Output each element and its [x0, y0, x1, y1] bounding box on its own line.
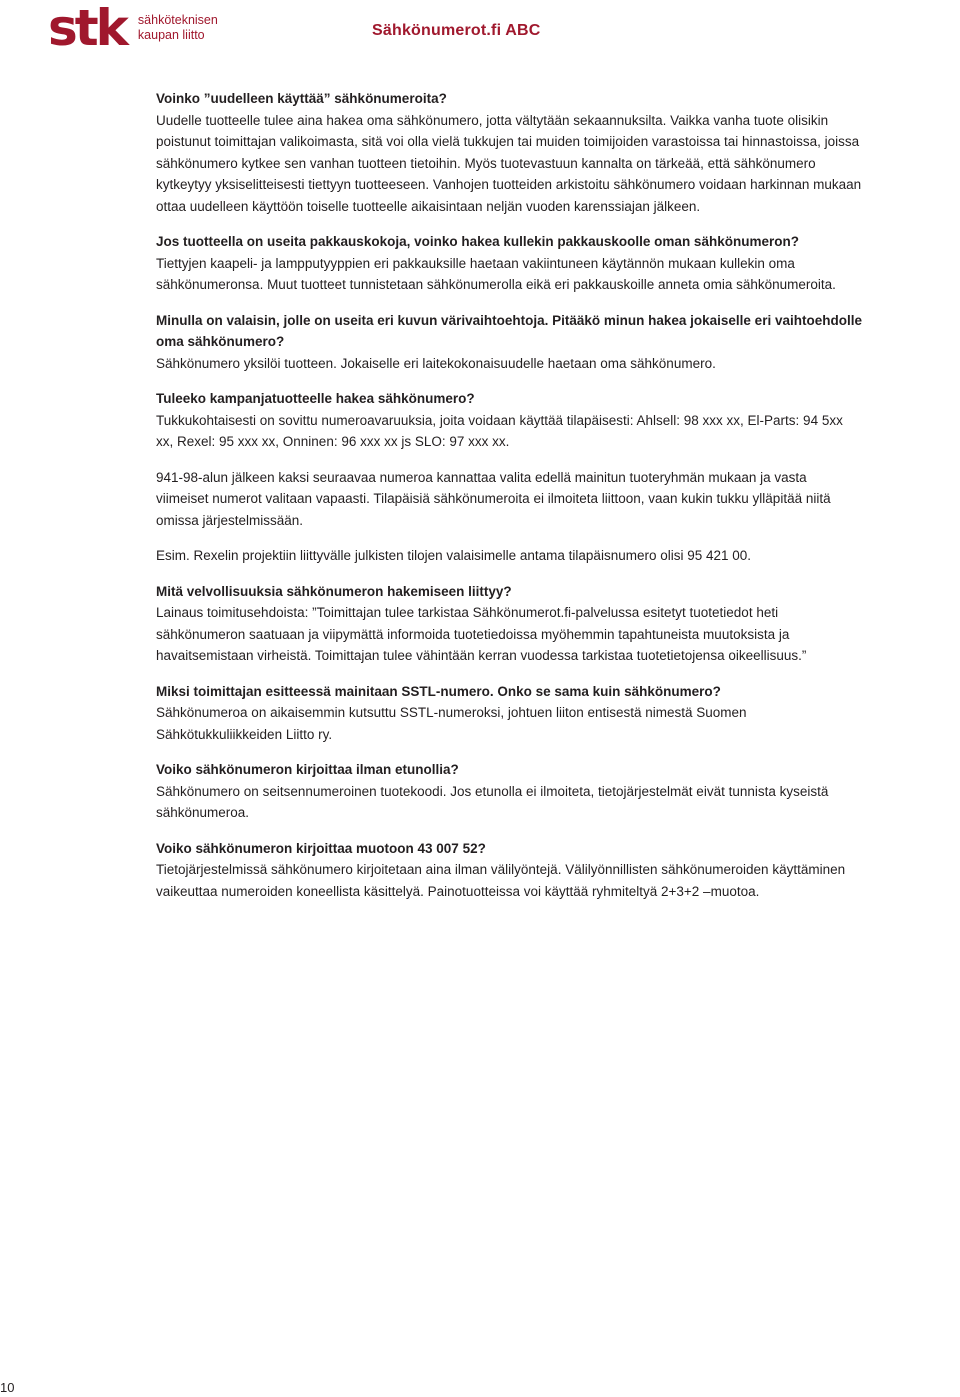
faq-question: Voiko sähkönumeron kirjoittaa muotoon 43 007 52?: [156, 840, 486, 856]
faq-section: [156, 310, 862, 375]
faq-content: [156, 88, 862, 916]
faq-answer: Esim. Rexelin projektiin liittyvälle julkisten tilojen valaisimelle antama tilapäisnumero olisi 95 421 00.: [156, 548, 752, 563]
faq-question: Mitä velvollisuuksia sähkönumeron hakemiseen liittyy?: [156, 583, 512, 599]
faq-question: Miksi toimittajan esitteessä mainitaan SSTL-numero. Onko se sama kuin sähkönumero?: [156, 683, 721, 699]
faq-answer: Sähkönumero yksilöi tuotteen. Jokaiselle eri laitekokonaisuudelle haetaan oma sähkönumero.: [156, 355, 716, 371]
faq-answer: 941-98-alun jälkeen kaksi seuraavaa numeroa kannattaa valita edellä mainitun tuoteryhmän mukaan ja vasta viimeiset numerot valitaan vapaasti. Tilapäisiä sähkönumeroita ei ilmoiteta liittoon, vaan kukin tukku ylläpitää niitä omissa järjestelmissään.: [156, 469, 831, 528]
faq-answer: Sähkönumeroa on aikaisemmin kutsuttu SSTL-numeroksi, johtuen liiton entisestä nimestä Suomen Sähkötukkuliikkeiden Liitto ry.: [156, 705, 747, 742]
faq-question: Voiko sähkönumeron kirjoittaa ilman etunollia?: [156, 762, 459, 777]
page-number: 10: [0, 1380, 15, 1395]
stk-logo: [48, 0, 218, 57]
faq-section: [156, 581, 862, 667]
faq-question: Voinko ”uudelleen käyttää” sähkönumeroita?: [156, 91, 447, 106]
faq-question: Jos tuotteella on useita pakkauskokoja, voinko hakea kullekin pakkauskoolle oman sähkönumeron?: [156, 234, 799, 249]
faq-section: [156, 388, 862, 453]
faq-question: Tuleeko kampanjatuotteelle hakea sähkönumero?: [156, 391, 475, 406]
faq-section: [156, 88, 862, 217]
faq-paragraph: [156, 545, 862, 567]
faq-answer: Tiettyjen kaapeli- ja lampputyyppien eri pakkauksille haetaan vakiintuneen käytännön mukaan kullekin oma sähkönumeronsa. Muut tuotteet tunnistetaan sähkönumerolla eikä eri pakkauskoille anneta omia sähkönumeroita.: [156, 255, 836, 292]
faq-answer: Tietojärjestelmissä sähkönumero kirjoitetaan aina ilman välilyöntejä. Välilyönnillisten sähkönumeroiden käyttäminen vaikeuttaa numeroiden koneellista käsittelyä. Painotuotteissa voi käyttää ryhmiteltyä 2+3+2 –muotoa.: [156, 862, 846, 899]
document-title: Sähkönumerot.fi ABC: [372, 22, 541, 39]
page-header: [0, 0, 960, 70]
logo-mark: stk: [48, 0, 126, 57]
faq-paragraph: [156, 467, 862, 532]
faq-answer: Tukkukohtaisesti on sovittu numeroavaruuksia, joita voidaan käyttää tilapäisesti: Ahlsell: 98 xxx xx, El-Parts: 94 5xx xx, Rexel: 95 xxx xx, Onninen: 96 xxx xx js SLO: 97 xxx xx.: [156, 412, 843, 449]
faq-section: [156, 681, 862, 746]
logo-line-2: kaupan liitto: [137, 28, 205, 42]
faq-answer: Sähkönumero on seitsennumeroinen tuotekoodi. Jos etunolla ei ilmoiteta, tietojärjestelmät eivät tunnista kyseistä sähkönumeroa.: [156, 783, 829, 820]
faq-answer: Uudelle tuotteelle tulee aina hakea oma sähkönumero, jotta vältytään sekaannuksilta. Vaikka vanha tuote olisikin poistunut toimittajan valikoimasta, sitä voi olla vielä tukkujen tai muiden toimijoiden varastoissa tai hinnastoissa, joissa sähkönumero kytkee sen vanhan tuotteen tietoihin. Myös tuotevastuun kannalta on tärkeää, että sähkönumero kytkeytyy yksiselitteisesti tiettyyn tuotteeseen. Vanhojen tuotteiden arkistoitu sähkönumero voidaan harkinnan mukaan ottaa uudelleen käyttöön toiselle tuotteelle aikaisintaan neljän vuoden karenssiajan jälkeen.: [156, 112, 862, 214]
logo-line-1: sähköteknisen: [137, 13, 218, 27]
faq-section: [156, 759, 862, 824]
faq-section: [156, 838, 862, 903]
faq-answer: Lainaus toimitusehdoista: ”Toimittajan tulee tarkistaa Sähkönumerot.fi-palvelussa esitetyt tuotetiedot heti sähkönumeron saatuaan ja viipymättä informoida tuotetiedoissa myöhemmin tapahtuneista muutoksista ja havaitsemistaan virheistä. Toimittajan tulee vähintään kerran vuodessa tarkistaa tuotetietojensa oikeellisuus.”: [156, 605, 807, 663]
faq-section: [156, 231, 862, 296]
logo-text: [138, 13, 218, 43]
faq-question: Minulla on valaisin, jolle on useita eri kuvun värivaihtoehtoja. Pitääkö minun hakea jokaiselle eri vaihtoehdolle oma sähkönumero?: [156, 312, 862, 349]
